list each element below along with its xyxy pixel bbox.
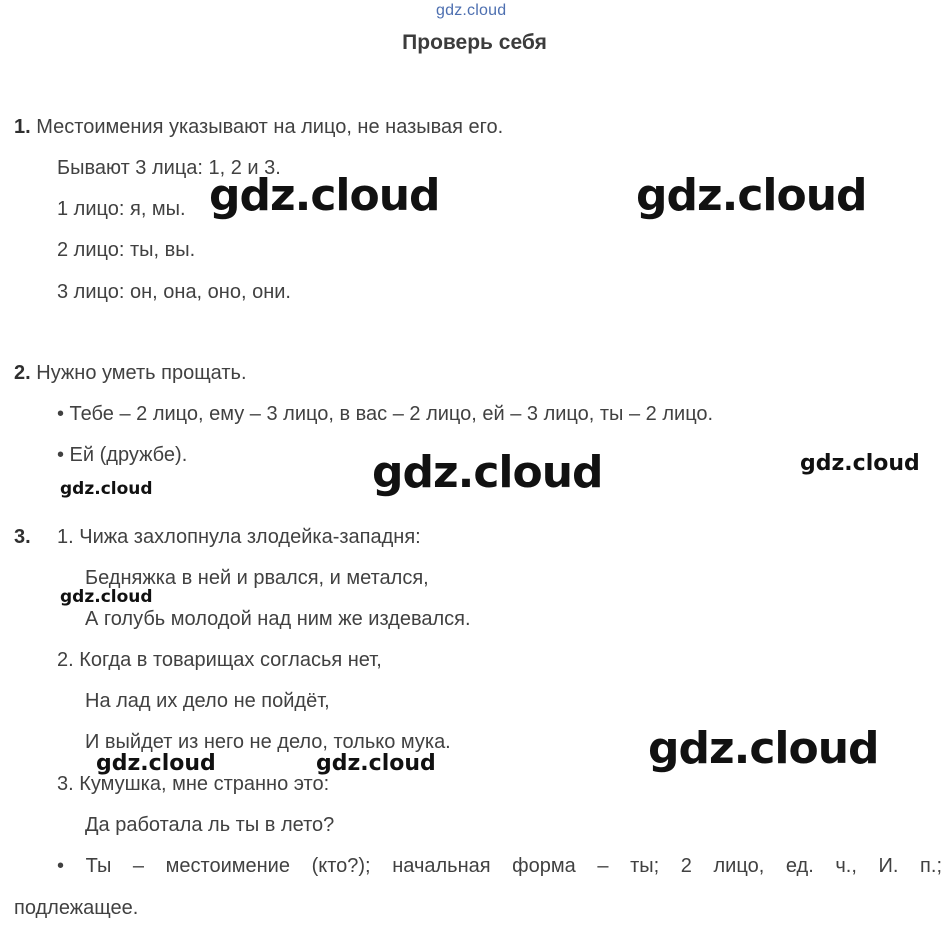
verse-line: Да работала ль ты в лето? [85,814,335,836]
answer-line: 2 лицо: ты, вы. [57,239,196,261]
question-number: 1. [14,116,31,138]
analysis-line: подлежащее. [14,897,139,919]
watermark: gdz.cloud [648,723,879,774]
answer-line: 3. Кумушка, мне странно это: [57,773,330,795]
site-logo: gdz.cloud [436,2,507,19]
question-1 [14,114,503,140]
answer-line: 2. Когда в товарищах согласья нет, [57,649,382,671]
watermark: gdz.cloud [60,587,153,607]
watermark: gdz.cloud [60,479,153,499]
watermark: gdz.cloud [372,447,603,498]
answer-line: 3 лицо: он, она, оно, они. [57,281,291,303]
answer-line: 1. Чижа захлопнула злодейка-западня: [57,526,421,548]
question-text: Местоимения указывают на лицо, не называя его. [36,116,504,138]
verse-line: Бедняжка в ней и рвался, и метался, [85,567,429,589]
watermark: gdz.cloud [209,170,440,221]
answer-line: • Тебе – 2 лицо, ему – 3 лицо, в вас – 2 лицо, ей – 3 лицо, ты – 2 лицо. [57,403,714,425]
question-2 [14,360,247,386]
question-number: 3. [14,526,31,548]
watermark: gdz.cloud [96,751,216,776]
verse-line: На лад их дело не пойдёт, [85,690,330,712]
watermark: gdz.cloud [316,751,436,776]
answer-line: 1 лицо: я, мы. [57,198,186,220]
page-title: Проверь себя [402,31,547,54]
answer-line: Бывают 3 лица: 1, 2 и 3. [57,157,281,179]
watermark: gdz.cloud [636,170,867,221]
answer-line: • Ей (дружбе). [57,444,188,466]
question-number: 2. [14,362,31,384]
question-text: Нужно уметь прощать. [36,362,247,384]
watermark: gdz.cloud [800,451,920,476]
verse-line: А голубь молодой над ним же издевался. [85,608,471,630]
analysis-line: • Ты – местоимение (кто?); начальная форма – ты; 2 лицо, ед. ч., И. п.; [57,855,942,877]
verse-line: И выйдет из него не дело, только мука. [85,731,451,753]
